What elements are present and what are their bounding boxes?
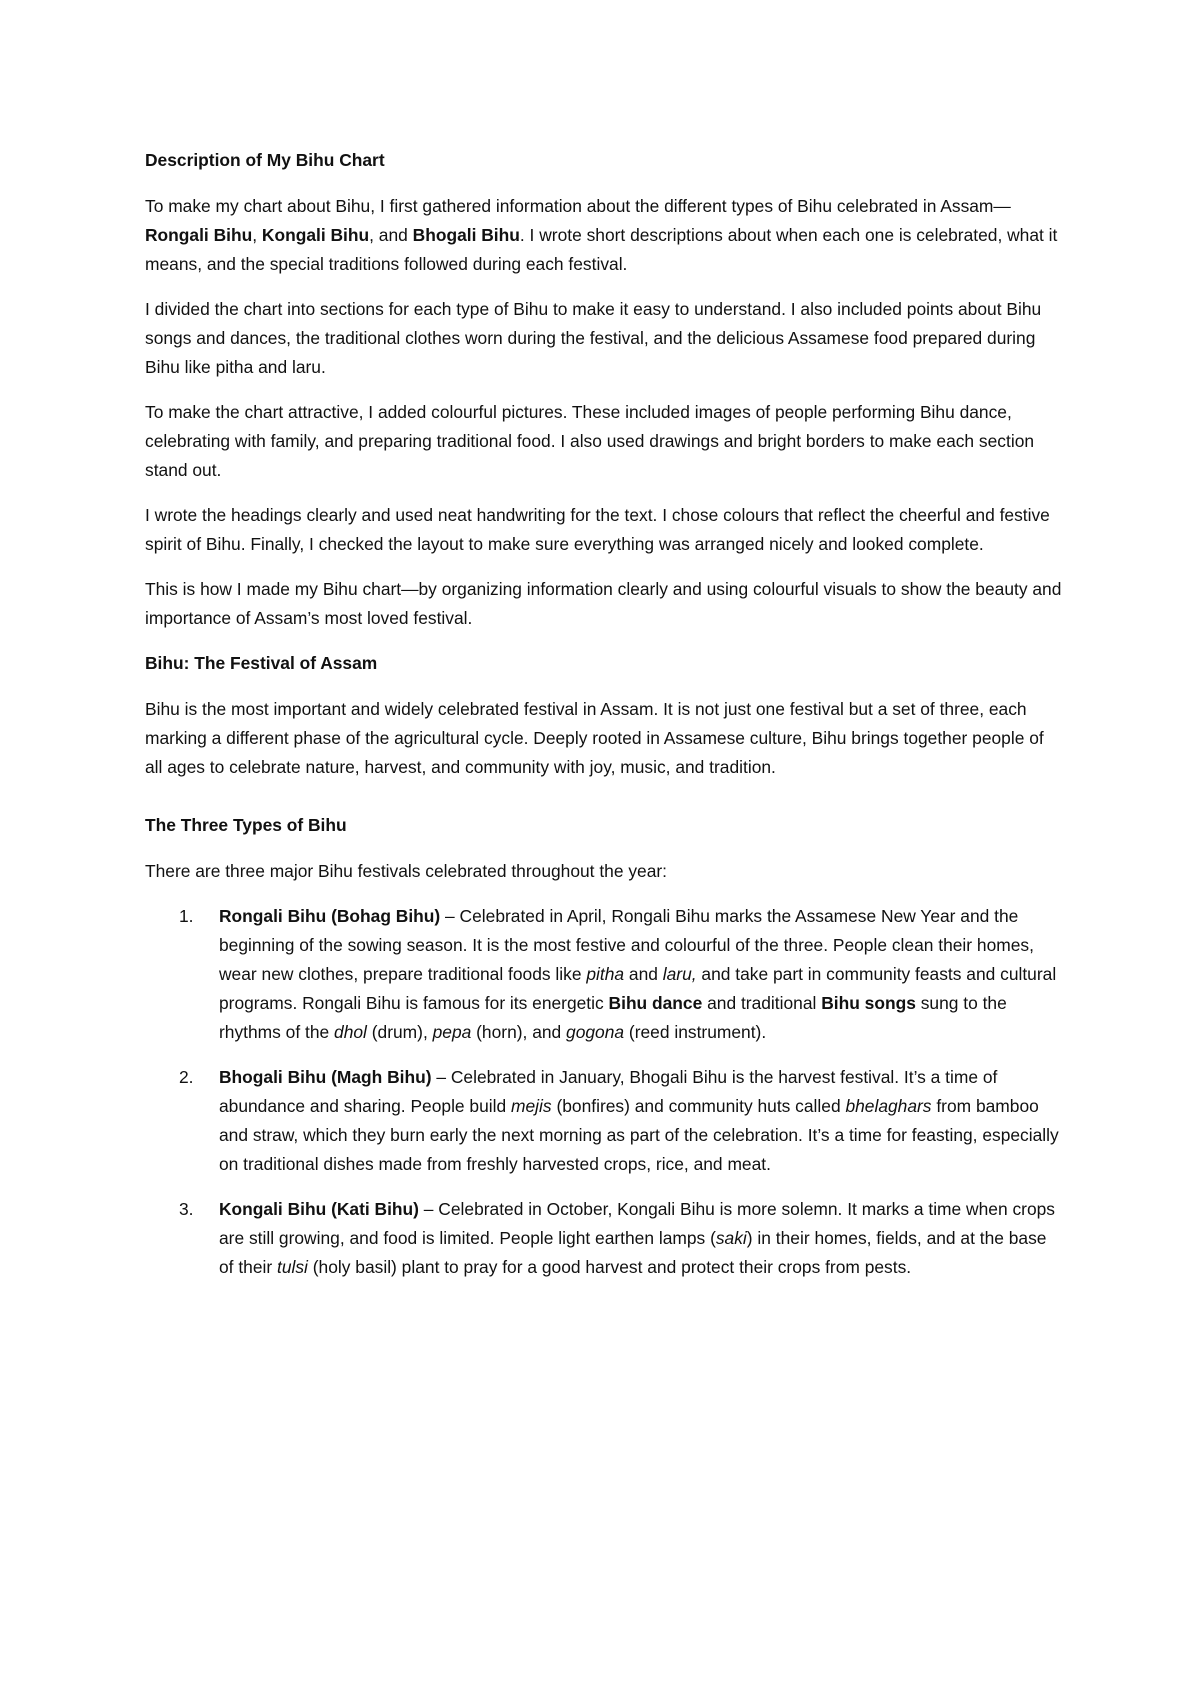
list-number: 1. [179, 906, 194, 926]
text-run: and take part in community feasts and cultural programs. Rongali Bihu is famous for its energetic [219, 964, 1057, 1013]
text-run: – Celebrated in April, Rongali Bihu marks the Assamese New Year and the beginning of the sowing season. It is the most festive and colourful of the three. People clean their homes, wear new clothes, prepare traditional foods like [219, 906, 1034, 984]
text-run: and traditional [702, 993, 822, 1013]
text-run: – Celebrated in October, Kongali Bihu is more solemn. It marks a time when crops are still growing, and food is limited. People light earthen lamps ( [219, 1199, 1055, 1248]
text-run: (holy basil) plant to pray for a good harvest and protect their crops from pests. [307, 1257, 912, 1277]
italic-term: laru, [662, 964, 697, 984]
text-run: ) in their homes, fields, and at the base of their [219, 1228, 1047, 1277]
list-item-title: Bhogali Bihu (Magh Bihu) [219, 1067, 432, 1087]
text-run: – Celebrated in January, Bhogali Bihu is the harvest festival. It’s a time of abundance and sharing. People build [219, 1067, 998, 1116]
italic-term: dhol [334, 1022, 367, 1042]
paragraph-headings: I wrote the headings clearly and used neat handwriting for the text. I chose colours that reflect the cheerful and festive spirit of Bihu. Finally, I checked the layout to make sure everything was arranged nicely and looked complete. [145, 505, 1050, 554]
list-item-title: Kongali Bihu (Kati Bihu) [219, 1199, 419, 1219]
text-run: sung to the rhythms of the [219, 993, 1007, 1042]
italic-term: tulsi [277, 1257, 308, 1277]
bold-rongali: Rongali Bihu [145, 225, 253, 245]
paragraph-intro [145, 192, 1065, 279]
document-body [145, 146, 1065, 1298]
heading-festival: Bihu: The Festival of Assam [145, 653, 378, 673]
text-run: (reed instrument). [624, 1022, 767, 1042]
heading-three-types: The Three Types of Bihu [145, 815, 347, 835]
paragraph-sections: I divided the chart into sections for each type of Bihu to make it easy to understand. I also included points about Bihu songs and dances, the traditional clothes worn during the festival, and the delicious Assamese food prepared during Bihu like pitha and laru. [145, 299, 1042, 377]
text-run: . I wrote short descriptions about when each one is celebrated, what it means, and the special traditions followed during each festival. [145, 225, 1058, 274]
bihu-types-list [145, 902, 1065, 1282]
paragraph-pictures: To make the chart attractive, I added colourful pictures. These included images of people performing Bihu dance, celebrating with family, and preparing traditional food. I also used drawings and bright borders to make each section stand out. [145, 402, 1035, 480]
text-run: (horn), and [471, 1022, 567, 1042]
text-run: To make my chart about Bihu, I first gathered information about the different types of Bihu celebrated in Assam— [145, 196, 1011, 216]
text-run: and [624, 964, 663, 984]
italic-term: bhelaghars [845, 1096, 932, 1116]
text-run: , and [369, 225, 413, 245]
text-run: , [252, 225, 262, 245]
text-run: from bamboo and straw, which they burn early the next morning as part of the celebration. It’s a time for feasting, especially on traditional dishes made from freshly harvested crops, rice, and meat. [219, 1096, 1059, 1174]
bold-term: Bihu songs [821, 993, 916, 1013]
italic-term: saki [715, 1228, 747, 1248]
list-item-title: Rongali Bihu (Bohag Bihu) [219, 906, 441, 926]
bold-term: Bihu dance [608, 993, 703, 1013]
italic-term: gogona [566, 1022, 625, 1042]
paragraph-list-intro: There are three major Bihu festivals celebrated throughout the year: [145, 861, 668, 881]
text-run: (bonfires) and community huts called [551, 1096, 846, 1116]
italic-term: pepa [432, 1022, 472, 1042]
list-number: 3. [179, 1199, 194, 1219]
text-run: (drum), [366, 1022, 433, 1042]
heading-description: Description of My Bihu Chart [145, 150, 385, 170]
paragraph-festival: Bihu is the most important and widely celebrated festival in Assam. It is not just one festival but a set of three, each marking a different phase of the agricultural cycle. Deeply rooted in Assamese culture, Bihu brings together people of all ages to celebrate nature, harvest, and community with joy, music, and tradition. [145, 699, 1044, 777]
italic-term: mejis [511, 1096, 552, 1116]
list-item [145, 902, 1065, 1047]
bold-bhogali: Bhogali Bihu [412, 225, 520, 245]
italic-term: pitha [586, 964, 625, 984]
bold-kongali: Kongali Bihu [261, 225, 370, 245]
list-item [145, 1063, 1065, 1179]
paragraph-summary: This is how I made my Bihu chart—by organizing information clearly and using colourful visuals to show the beauty and importance of Assam’s most loved festival. [145, 579, 1062, 628]
list-item [145, 1195, 1065, 1282]
list-number: 2. [179, 1067, 194, 1087]
